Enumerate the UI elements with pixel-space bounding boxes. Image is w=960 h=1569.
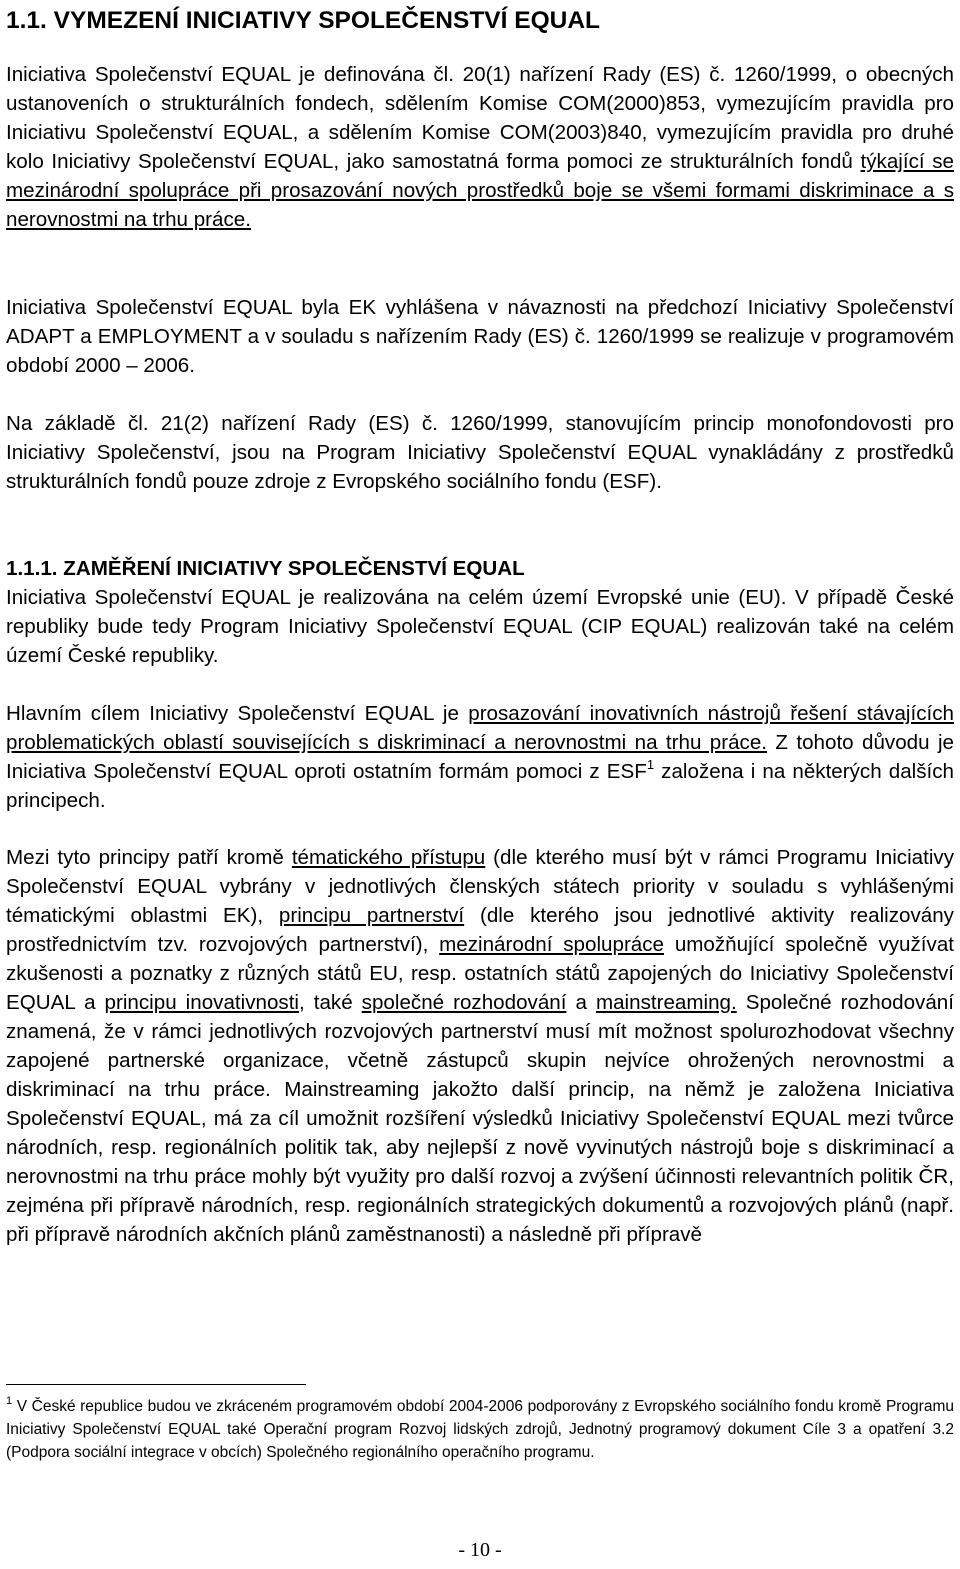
underlined-text: společné rozhodování [361, 991, 567, 1014]
underlined-text: prosazování inovativních nástrojů řešení stávajících problematických oblastí souvisejících s diskriminací a nerovnostmi na trhu práce. [6, 702, 954, 754]
paragraph-text: , také [299, 991, 362, 1014]
underlined-text: týkající se mezinárodní spolupráce při prosazování nových prostředků boje se všemi formami diskriminace a s nerovnostmi na trhu práce. [6, 150, 954, 231]
paragraph-text: Mezi tyto principy patří kromě [6, 846, 292, 869]
document-page [6, 0, 956, 1569]
footnote [6, 1395, 954, 1464]
footnote-text: V České republice budou ve zkráceném programovém období 2004-2006 podporovány z Evropského sociálního fondu kromě Programu Iniciativy Společenství EQUAL také Operační program Rozvoj lidských zdrojů, Jednotný programový dokument Cíle 3 a opatření 3.2 (Podpora sociální integrace v obcích) Společného regionálního operačního programu. [6, 1398, 954, 1461]
paragraph-text: Hlavním cílem Iniciativy Společenství EQUAL je [6, 702, 469, 725]
footnote-reference: 1 [646, 757, 655, 772]
paragraph-text: (dle kterého musí být v rámci Programu Iniciativy Společenství EQUAL vybrány v jednotlivých členských státech priority v souladu s vyhlášenými tématickými oblastmi EK), [6, 846, 955, 927]
footnote-marker: 1 [6, 1395, 13, 1407]
underlined-text: mainstreaming. [595, 991, 737, 1014]
underlined-text: principu partnerství [278, 904, 465, 927]
paragraph-history: Iniciativa Společenství EQUAL byla EK vyhlášena v návaznosti na předchozí Iniciativy Společenství ADAPT a EMPLOYMENT a v souladu s nařízením Rady (ES) č. 1260/1999 se realizuje v programovém období 2000 – 2006. [6, 296, 954, 377]
paragraph-text: Společné rozhodování znamená, že v rámci jednotlivých rozvojových partnerství musí mít možnost spolurozhodovat všechny zapojené partnerské organizace, včetně zástupců skupin nejvíce ohrožených nerovnostmi a diskriminací na trhu práce. Mainstreaming jakožto další princip, na němž je založena Iniciativa Společenství EQUAL, má za cíl umožnit rozšíření výsledků Iniciativy Společenství EQUAL mezi tvůrce národních, resp. regionálních politik tak, aby nejlepší z nově vyvinutých nástrojů boje s diskriminací a nerovnostmi na trhu práce mohly být využity pro další rozvoj a zvýšení účinnosti relevantních politik ČR, zejména při přípravě národních, resp. regionálních strategických dokumentů a rozvojových plánů (např. při přípravě národních akčních plánů zaměstnanosti) a následně při přípravě [6, 991, 954, 1246]
paragraph-text: Z tohoto důvodu je Iniciativa Společenství EQUAL oproti ostatním formám pomoci z ESF [6, 731, 954, 783]
paragraph-text: a [566, 991, 596, 1014]
underlined-text: principu inovativnosti [104, 991, 299, 1014]
paragraph-text: založena i na některých dalších principech. [6, 760, 954, 812]
paragraph-text: (dle kterého jsou jednotlivé aktivity realizovány prostřednictvím tzv. rozvojových partnerství), [6, 904, 954, 956]
underlined-text: mezinárodní spolupráce [439, 933, 665, 956]
paragraph-principles [6, 843, 954, 1249]
paragraph-text: Iniciativa Společenství EQUAL je definována čl. 20(1) nařízení Rady (ES) č. 1260/1999, o obecných ustanoveních o strukturálních fondech, sdělením Komise COM(2000)853, vymezujícím pravidla pro Iniciativu Společenství EQUAL, a sdělením Komise COM(2003)840, vymezujícím pravidla pro druhé kolo Iniciativy Společenství EQUAL, jako samostatná forma pomoci ze strukturálních fondů [6, 63, 954, 173]
footnote-separator [6, 1384, 306, 1385]
paragraph-main-goal [6, 699, 954, 815]
paragraph-text: umožňující společně využívat zkušenosti a poznatky z různých států EU, resp. ostatních států zapojených do Iniciativy Společenství EQUAL a [6, 933, 955, 1014]
underlined-text: tématického přístupu [291, 846, 486, 869]
paragraph-definition [6, 60, 954, 234]
subsection-heading: 1.1.1. ZAMĚŘENÍ INICIATIVY SPOLEČENSTVÍ EQUAL [6, 557, 525, 580]
section-heading: 1.1. VYMEZENÍ INICIATIVY SPOLEČENSTVÍ EQUAL [6, 7, 601, 34]
paragraph-funding: Na základě čl. 21(2) nařízení Rady (ES) č. 1260/1999, stanovujícím princip monofondovosti pro Iniciativy Společenství, jsou na Program Iniciativy Společenství EQUAL vynakládány z prostředků strukturálních fondů pouze zdroje z Evropského sociálního fondu (ESF). [6, 412, 954, 493]
page-number: - 10 - [458, 1539, 502, 1561]
paragraph-territory: Iniciativa Společenství EQUAL je realizována na celém území Evropské unie (EU). V případě České republiky bude tedy Program Iniciativy Společenství EQUAL (CIP EQUAL) realizován také na celém území České republiky. [6, 586, 954, 667]
